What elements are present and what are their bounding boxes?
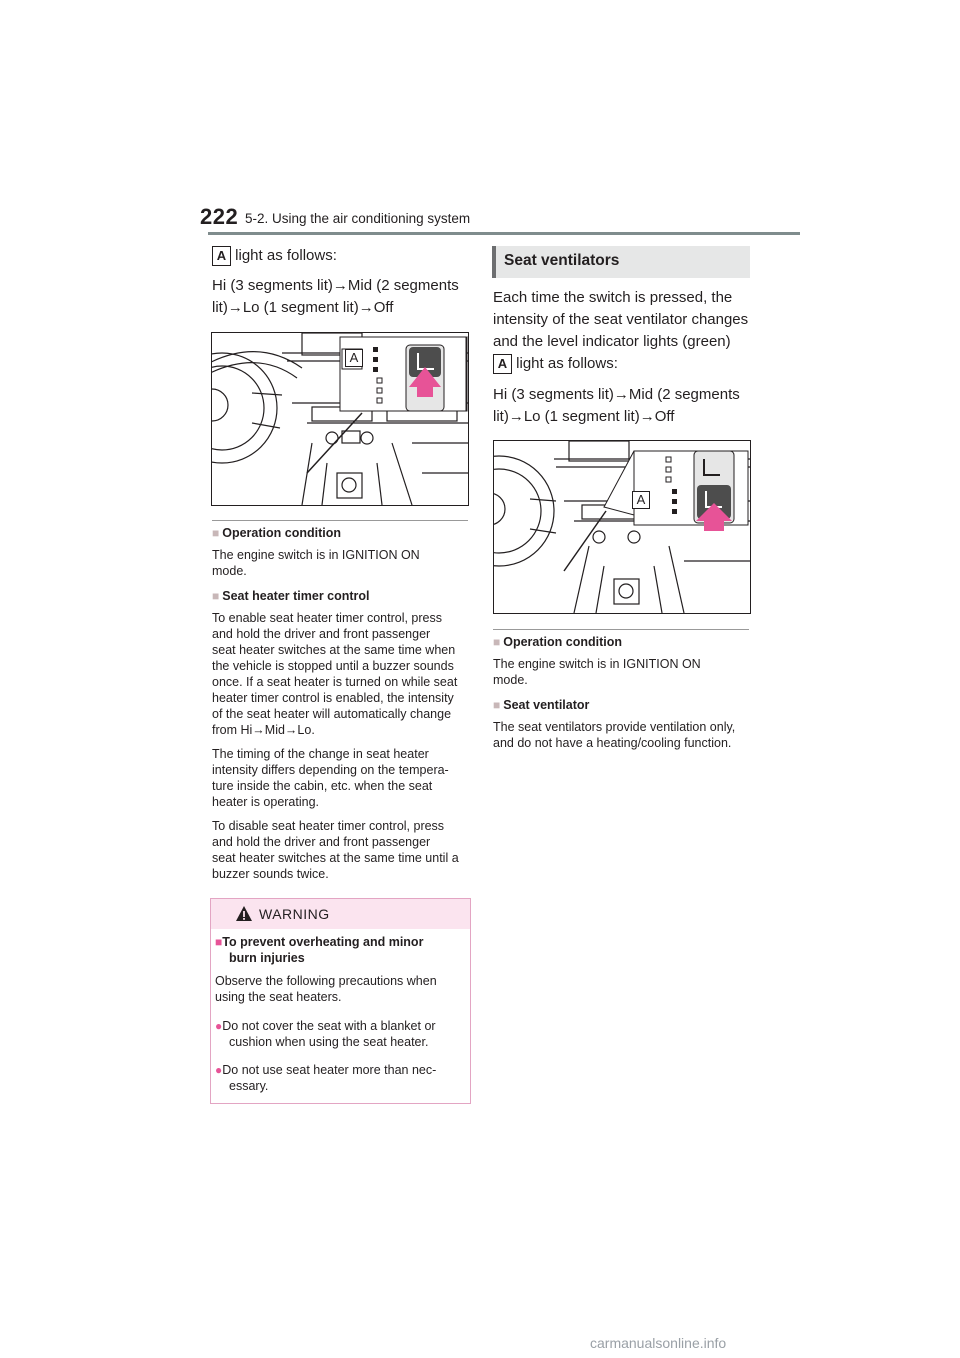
header-rule	[208, 232, 800, 235]
indicator-text: light as follows:	[235, 247, 337, 264]
figure-label-a: A	[632, 491, 650, 509]
ventilator-operation-line-1: The engine switch is in IGNITION ON	[493, 657, 701, 671]
section-title: 5-2. Using the air conditioning system	[245, 211, 471, 226]
warning-heading-line-1: ■To prevent overheating and minor	[215, 935, 424, 949]
levels-line-2: lit)→Lo (1 segment lit)→Off	[212, 299, 394, 316]
seat-ventilator-illustration	[493, 440, 751, 614]
right-separator	[493, 629, 749, 630]
label-a-box: A	[493, 354, 512, 374]
seat-ventilator-heading: ■ Seat ventilator	[493, 698, 590, 712]
operation-condition-heading: ■ Operation condition	[212, 526, 341, 540]
warning-heading-line-2: burn injuries	[229, 951, 305, 965]
seat-ventilator-line-1: The seat ventilators provide ventilation only,	[493, 720, 736, 734]
round-bullet-icon: ●	[215, 1019, 223, 1033]
warning-item-2-line-2: essary.	[229, 1079, 269, 1093]
round-bullet-icon: ●	[215, 1063, 223, 1077]
warning-triangle-icon	[235, 905, 253, 922]
ventilator-operation-heading: ■ Operation condition	[493, 635, 622, 649]
timer-control-heading: ■ Seat heater timer control	[212, 589, 370, 603]
figure-label-a: A	[345, 349, 363, 367]
timer-paragraph-1: To enable seat heater timer control, press and hold the driver and front passenger seat heater switches at the same time when the vehicle is stopped until a buzzer sounds once. If a seat heater is turned on while seat heater timer control is enabled, the intensity of the seat heater will automatically change from Hi→Mid→Lo.	[212, 611, 458, 737]
levels-line-1: Hi (3 segments lit)→Mid (2 segments	[212, 277, 459, 294]
square-bullet-icon: ■	[212, 589, 220, 603]
dashboard-drawing	[212, 333, 468, 505]
warning-item-1-line-1: ●Do not cover the seat with a blanket or	[215, 1019, 436, 1033]
ventilator-levels-line-2: lit)→Lo (1 segment lit)→Off	[493, 408, 675, 425]
square-bullet-icon: ■	[215, 935, 223, 949]
seat-ventilators-heading	[492, 246, 750, 278]
ventilator-text-line-2: intensity of the seat ventilator changes	[493, 311, 749, 328]
warning-item-1-line-2: cushion when using the seat heater.	[229, 1035, 429, 1049]
ventilator-operation-line-2: mode.	[493, 673, 528, 687]
ventilator-text-line-1: Each time the switch is pressed, the	[493, 289, 733, 306]
timer-paragraph-2: The timing of the change in seat heater intensity differs depending on the tempera- ture inside the cabin, etc. when the seat heater is operating.	[212, 747, 449, 809]
ventilator-text-line-3: and the level indicator lights (green)	[493, 333, 731, 350]
dashboard-drawing	[494, 441, 750, 613]
warning-text-line-2: using the seat heaters.	[215, 990, 342, 1004]
seat-ventilator-line-2: and do not have a heating/cooling function.	[493, 736, 732, 750]
ventilator-levels-line-1: Hi (3 segments lit)→Mid (2 segments	[493, 386, 740, 403]
watermark: carmanualsonline.info	[590, 1335, 727, 1351]
warning-text-line-1: Observe the following precautions when	[215, 974, 437, 988]
warning-item-2-line-1: ●Do not use seat heater more than nec-	[215, 1063, 437, 1077]
seat-ventilators-title: Seat ventilators	[504, 252, 620, 269]
square-bullet-icon: ■	[493, 635, 501, 649]
label-a-box: A	[212, 246, 231, 266]
seat-heater-illustration	[211, 332, 469, 506]
operation-condition-line-2: mode.	[212, 564, 247, 578]
heading-bar	[492, 246, 496, 278]
left-separator	[212, 520, 468, 521]
warning-header	[211, 899, 470, 929]
warning-title: WARNING	[259, 906, 330, 922]
indicator-text: light as follows:	[516, 355, 618, 372]
square-bullet-icon: ■	[493, 698, 501, 712]
square-bullet-icon: ■	[212, 526, 220, 540]
ventilator-indicator-line	[493, 353, 618, 375]
indicator-line	[212, 245, 337, 267]
timer-paragraph-3: To disable seat heater timer control, press and hold the driver and front passenger seat heater switches at the same time until a buzzer sounds twice.	[212, 819, 459, 881]
operation-condition-line-1: The engine switch is in IGNITION ON	[212, 548, 420, 562]
warning-box	[210, 898, 471, 1104]
page-number: 222	[200, 204, 239, 229]
